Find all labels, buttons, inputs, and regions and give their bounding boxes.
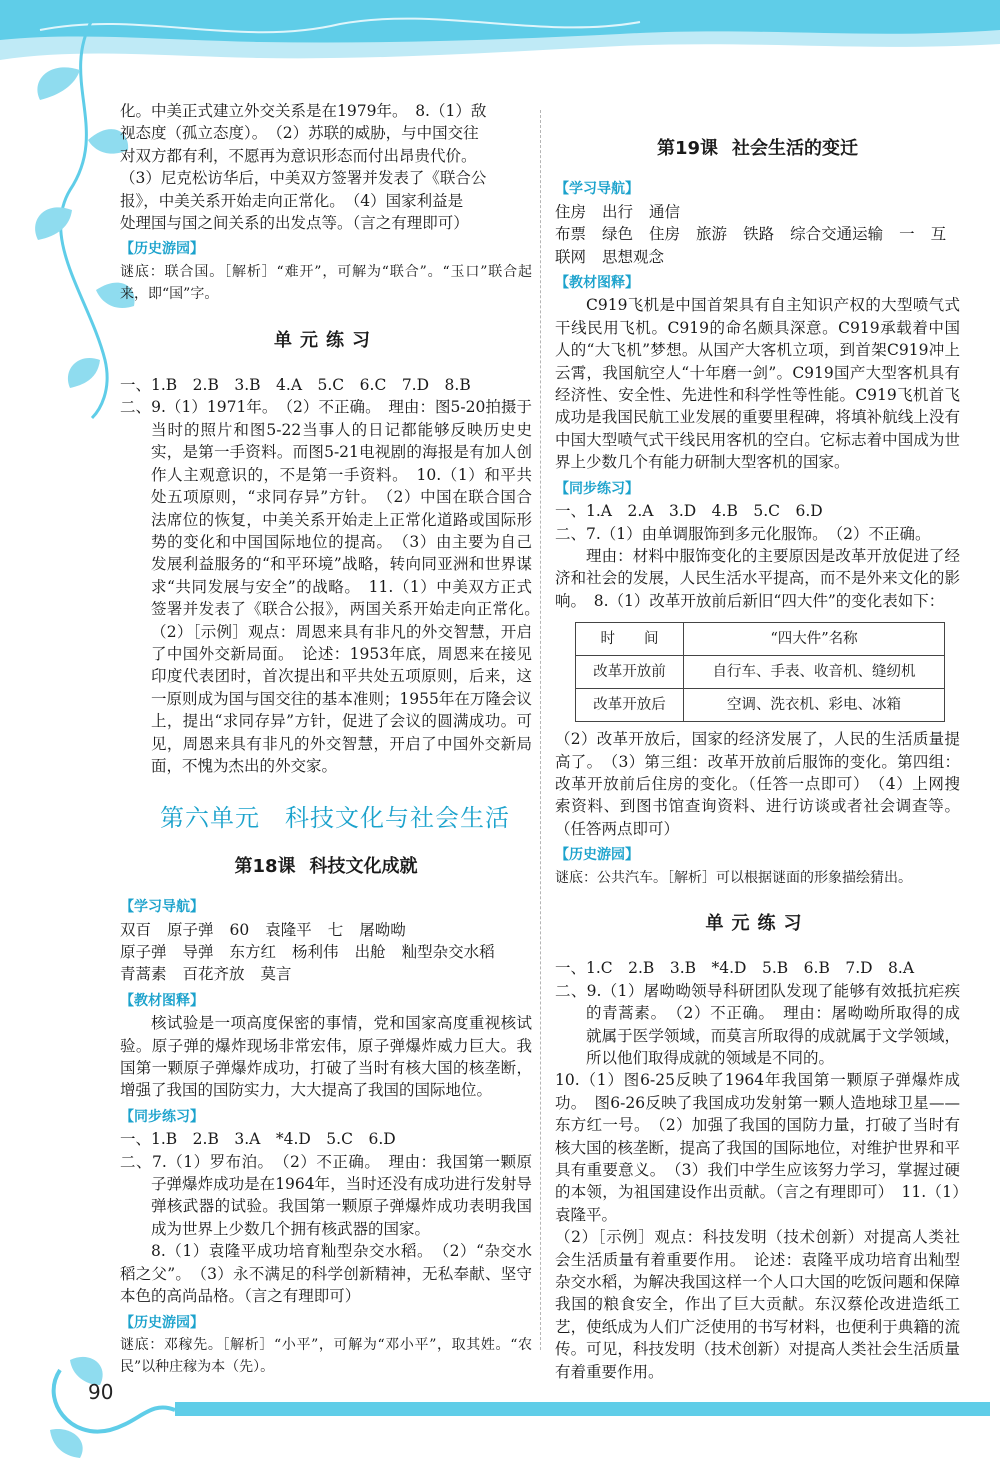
keyword: 莫言 xyxy=(260,965,292,984)
section-tag-study-nav: 【学习导航】 xyxy=(555,181,639,198)
table-row xyxy=(576,689,945,722)
unit-practice-heading: 单元练习 xyxy=(705,912,810,934)
table-header-cell: 时 间 xyxy=(576,623,684,656)
lesson-title: 社会生活的变迁 xyxy=(732,138,859,159)
answer-line: （3）尼克松访华后，中美双方签署并发表了《联合公 xyxy=(120,169,487,188)
keyword: 籼型杂交水稻 xyxy=(401,943,495,961)
keyword: 出行 xyxy=(602,202,634,221)
keyword: 旅游 xyxy=(696,225,728,244)
table-cell: 改革开放后 xyxy=(576,689,684,722)
keyword: 通信 xyxy=(649,202,681,221)
table-header-cell: “四大件”名称 xyxy=(684,623,945,656)
table-cell: 改革开放前 xyxy=(576,656,684,689)
short-answer-block: 二、7.（1）罗布泊。 （2）不正确。 理由：我国第一颗原子弹爆炸成功是在1964年，当时还没有成功进行发射导弹核武器的试验。我国第一颗原子弹爆炸成功表明我国成为世界上少数几个拥有核武器的国家。 xyxy=(120,1152,532,1238)
short-answer-block: 理由：材料中服饰变化的主要原因是改革开放促进了经济和社会的发展，人民生活水平提高，而不是外来文化的影响。 8.（1）改革开放前后新旧“四大件”的变化表如下： xyxy=(555,546,960,610)
study-nav-line xyxy=(555,223,960,245)
keyword: 互 xyxy=(930,225,947,244)
four-big-items-table xyxy=(575,622,945,722)
keyword: 杨利伟 xyxy=(292,943,339,961)
lesson-number: 第19课 xyxy=(656,138,719,159)
section-tag-history-garden: 【历史游园】 xyxy=(120,241,204,258)
answer-line: 报》，中美关系开始走向正常化。 （4）国家利益是 xyxy=(120,191,464,210)
short-answer-block: 二、7.（1）由单调服饰到多元化服饰。 （2）不正确。 xyxy=(555,524,931,543)
section-tag-sync-practice: 【同步练习】 xyxy=(555,480,639,497)
keyword: 住房 xyxy=(555,202,587,221)
multiple-choice-answers: 一、1.B 2.B 3.B 4.A 5.C 6.C 7.D 8.B xyxy=(120,376,471,395)
study-nav-line xyxy=(555,246,960,268)
column-divider xyxy=(540,110,541,1350)
left-column xyxy=(120,100,548,1379)
keyword: 青蒿素 xyxy=(120,965,167,984)
short-answer-block: （2）［示例］观点：科技发明（技术创新）对提高人类社会生活质量有着重要作用。 论述：袁隆平成功培育出籼型杂交水稻，为解决我国这样一个人口大国的吃饭问题和保障我国的粮食安全，作出了巨大贡献。东汉蔡伦改进造纸工艺，使纸成为人们广泛使用的书写材料，也便利于典籍的流传。可见，科技发明（技术创新）对提高人类社会生活质量有着重要作用。 xyxy=(555,1228,960,1381)
keyword: 住房 xyxy=(649,225,681,244)
keyword: 60 xyxy=(229,920,250,939)
lesson-19-heading xyxy=(555,138,960,160)
keyword: 联网 xyxy=(555,247,587,266)
section-tag-textbook-illustration: 【教材图释】 xyxy=(555,275,639,292)
table-row xyxy=(576,656,945,689)
keyword: 思想观念 xyxy=(602,247,665,266)
keyword: 百花齐放 xyxy=(182,965,245,984)
lesson-18-heading xyxy=(120,856,532,878)
answer-line: 处理国与国之间关系的出发点等。（言之有理即可） xyxy=(120,214,469,233)
multiple-choice-answers: 一、1.B 2.B 3.A *4.D 5.C 6.D xyxy=(120,1130,396,1149)
keyword: 综合交通运输 xyxy=(790,225,884,244)
study-nav-line xyxy=(120,919,532,941)
keyword: 袁隆平 xyxy=(265,920,312,939)
section-tag-history-garden: 【历史游园】 xyxy=(555,847,639,864)
keyword: 原子弹 xyxy=(120,943,167,961)
unit-practice-heading: 单元练习 xyxy=(274,329,378,351)
short-answer-block: 二、9.（1）1971年。 （2）不正确。 理由：图5-20拍摄于当时的照片和图5-22当事人的日记都能够反映历史史实，是第一手资料。而图5-21电视剧的海报是有加人创作人主观意识的，不是第一手资料。 10.（1）和平共处五项原则，“求同存异”方针。 （2）中国在联合国合法席位的恢复，中美关系开始走上正常化道路或国际形势的变化和中国国际地位的提高。 （3）由主要为自己发展利益服务的“和平环境”战略，转向同亚洲和世界谋求“共同发展与安全”的战略。 11.（1）中美双方正式签署并发表了《联合公报》，两国关系开始走向正常化。 （2）［示例］观点：周恩来具有非凡的外交智慧，开启了中国外交新局面。 论述：1953年底，周恩来在接见印度代表团时，首次提出和平共处五项原则，后来，这一原则成为国与国交往的基本准则；1955年在万隆会议上，提出“求同存异”方针，促进了会议的圆满成功。可见，周恩来具有非凡的外交智慧，开启了中国外交新局面，不愧为杰出的外交家。 xyxy=(120,398,548,775)
keyword: 布票 xyxy=(555,225,587,244)
lesson-number: 第18课 xyxy=(234,855,296,877)
table-cell: 自行车、手表、收音机、缝纫机 xyxy=(684,656,945,689)
keyword: 一 xyxy=(899,225,915,244)
short-answer-block: 二、9.（1）屠呦呦领导科研团队发现了能够有效抵抗疟疾的青蒿素。 （2）不正确。 理由：屠呦呦所取得的成就属于医学领域，而莫言所取得的成就属于文学领域，所以他们取得成就的领域是不同的。 xyxy=(555,981,960,1067)
section-tag-history-garden: 【历史游园】 xyxy=(120,1314,204,1331)
short-answer-block: （2）改革开放后，国家的经济发展了，人民的生活质量提高了。 （3）第三组：改革开放前后服饰的变化。第四组：改革开放前后住房的变化。（任答一点即可） （4）上网搜索资料、到图书馆查询资料、进行访谈或者社会调查等。（任答两点即可） xyxy=(555,730,960,838)
right-column xyxy=(555,100,960,1383)
study-nav-line xyxy=(555,201,960,223)
textbook-explanation: 核试验是一项高度保密的事情，党和国家高度重视核试验。原子弹的爆炸现场非常宏伟，原子弹爆炸威力巨大。我国第一颗原子弹爆炸成功，打破了当时有核大国的核垄断，增强了我国的国防实力，大大提高了我国的国际地位。 xyxy=(120,1014,532,1100)
study-nav-line xyxy=(120,963,532,985)
riddle-answer: 谜底：联合国。［解析］“难开”，可解为“联合”。“玉口”联合起来，即“国”字。 xyxy=(120,263,532,303)
short-answer-block: 8.（1）袁隆平成功培育籼型杂交水稻。 （2）“杂交水稻之父”。 （3）永不满足的科学创新精神，无私奉献、坚守本色的高尚品格。（言之有理即可） xyxy=(120,1242,532,1306)
top-wave-decoration xyxy=(0,0,1000,80)
keyword: 屠呦呦 xyxy=(359,920,406,939)
section-tag-study-nav: 【学习导航】 xyxy=(120,899,204,916)
page-number: 90 xyxy=(88,1380,114,1404)
multiple-choice-answers: 一、1.C 2.B 3.B *4.D 5.B 6.B 7.D 8.A xyxy=(555,959,915,978)
section-tag-sync-practice: 【同步练习】 xyxy=(120,1108,204,1125)
table-cell: 空调、洗衣机、彩电、冰箱 xyxy=(684,689,945,722)
answer-line: 对双方都有利，不愿再为意识形态而付出昂贵代价。 xyxy=(120,146,477,165)
unit-six-title: 第六单元 科技文化与社会生活 xyxy=(160,804,510,833)
lesson-title: 科技文化成就 xyxy=(309,855,418,877)
answer-line: 化。中美正式建立外交关系是在1979年。 8.（1）敌 xyxy=(120,102,487,120)
keyword: 东方红 xyxy=(229,943,277,961)
answer-line: 视态度（孤立态度）。 （2）苏联的威胁，与中国交往 xyxy=(120,124,479,143)
keyword: 出舱 xyxy=(354,943,386,961)
keyword: 绿色 xyxy=(602,225,634,244)
textbook-explanation: C919飞机是中国首架具有自主知识产权的大型喷气式干线民用飞机。C919的命名颇具深意。C919承载着中国人的“大飞机”梦想。从国产大客机立项，到首架C919冲上云霄，我国航空人“十年磨一剑”。C919国产大型客机具有经济性、安全性、先进性和科学性等性能。C919飞机首飞成功是我国民航工业发展的重要里程碑，将填补航线上没有中国大型喷气式干线民用客机的空白。它标志着中国成为世界上少数几个有能力研制大型客机的国家。 xyxy=(555,296,960,472)
study-nav-line xyxy=(120,941,532,963)
section-tag-textbook-illustration: 【教材图释】 xyxy=(120,992,204,1009)
table-header-row xyxy=(576,623,945,656)
multiple-choice-answers: 一、1.A 2.A 3.D 4.B 5.C 6.D xyxy=(555,502,823,521)
riddle-answer: 谜底：邓稼先。［解析］“小平”，可解为“邓小平”，取其姓。“农民”以种庄稼为本（先）。 xyxy=(120,1336,532,1376)
keyword: 导弹 xyxy=(182,943,214,961)
keyword: 双百 xyxy=(120,920,152,939)
short-answer-block: 10.（1）图6-25反映了1964年我国第一颗原子弹爆炸成功。 图6-26反映了我国成功发射第一颗人造地球卫星——东方红一号。 （2）加强了我国的国防力量，打破了当时有核大国的核垄断，提高了我国的国际地位，对维护世界和平具有重要意义。 （3）我们中学生应该努力学习，掌握过硬的本领，为祖国建设作出贡献。（言之有理即可） 11.（1）袁隆平。 xyxy=(555,1071,960,1224)
keyword: 原子弹 xyxy=(167,920,214,939)
keyword: 铁路 xyxy=(743,225,775,244)
riddle-answer: 谜底：公共汽车。［解析］可以根据谜面的形象描绘猜出。 xyxy=(555,869,912,886)
keyword: 七 xyxy=(327,920,344,939)
